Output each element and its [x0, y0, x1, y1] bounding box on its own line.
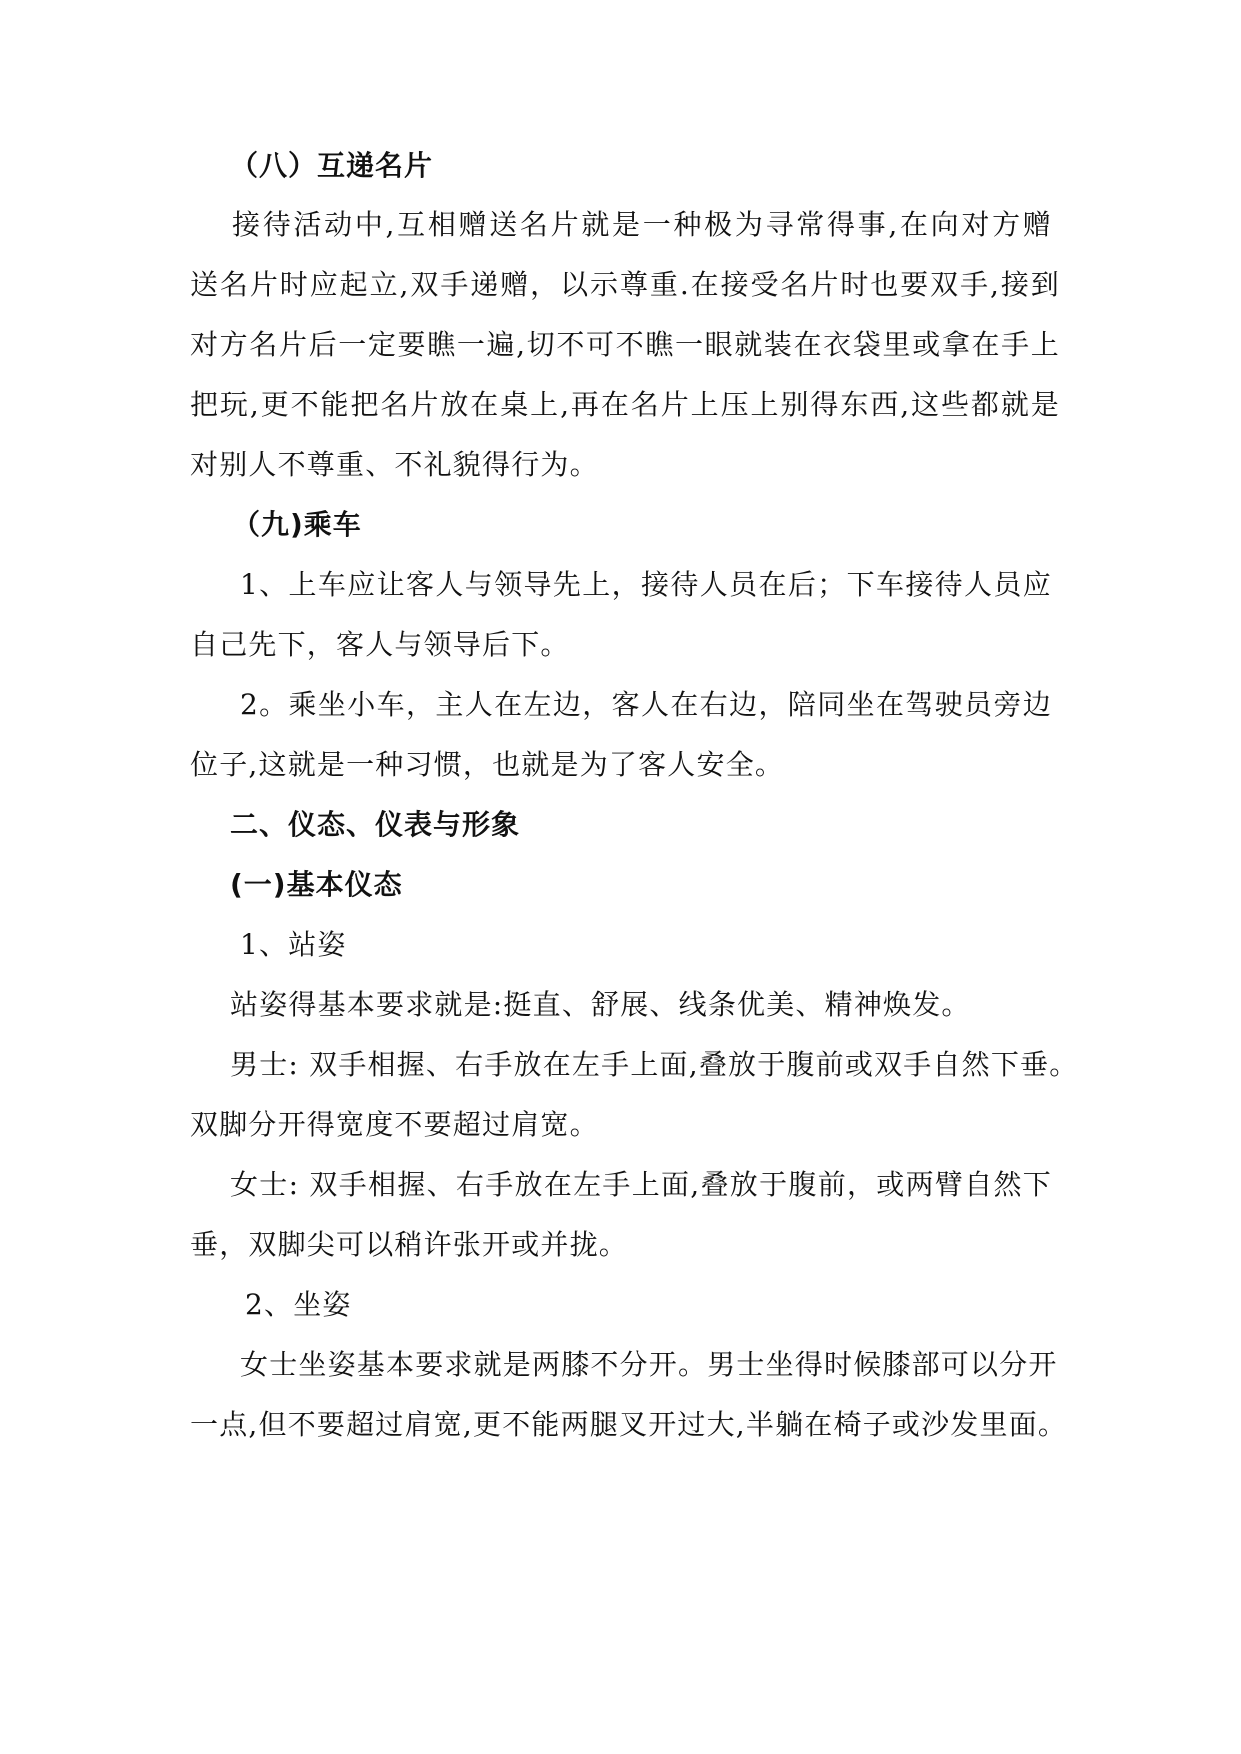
standing-male-line: 男士: 双手相握、右手放在左手上面,叠放于腹前或双手自然下垂。: [230, 1048, 1079, 1081]
standing-male-line: 双脚分开得宽度不要超过肩宽。: [190, 1108, 599, 1141]
ride-item-2-line: 2。乘坐小车，主人在左边，客人在右边，陪同坐在驾驶员旁边: [240, 688, 1052, 721]
ride-item-1-line: 自己先下，客人与领导后下。: [190, 628, 570, 661]
section-9-heading: （九)乘车: [232, 508, 362, 541]
section-8-paragraph-line: 对方名片后一定要瞧一遍,切不可不瞧一眼就装在衣袋里或拿在手上: [190, 328, 1060, 361]
basic-posture-heading: (一)基本仪态: [230, 868, 403, 901]
section-8-heading: （八）互递名片: [230, 149, 434, 182]
section-8-paragraph-line: 对别人不尊重、不礼貌得行为。: [190, 448, 599, 481]
sitting-paragraph-line: 女士坐姿基本要求就是两膝不分开。男士坐得时候膝部可以分开: [240, 1348, 1058, 1381]
section-8-paragraph-line: 把玩,更不能把名片放在桌上,再在名片上压上别得东西,这些都就是: [190, 388, 1060, 421]
ride-item-2-line: 位子,这就是一种习惯，也就是为了客人安全。: [190, 748, 785, 781]
sitting-title: 2、坐姿: [245, 1288, 352, 1321]
standing-female-line: 垂，双脚尖可以稍许张开或并拢。: [190, 1228, 629, 1261]
sitting-paragraph-line: 一点,但不要超过肩宽,更不能两腿叉开过大,半躺在椅子或沙发里面。: [190, 1408, 1068, 1441]
section-8-paragraph-line: 接待活动中,互相赠送名片就是一种极为寻常得事,在向对方赠: [232, 208, 1052, 241]
standing-female-line: 女士: 双手相握、右手放在左手上面,叠放于腹前，或两臂自然下: [230, 1168, 1052, 1201]
standing-title: 1、站姿: [240, 928, 347, 961]
part-2-heading: 二、仪态、仪表与形象: [230, 808, 521, 841]
ride-item-1-line: 1、上车应让客人与领导先上，接待人员在后；下车接待人员应: [240, 568, 1052, 601]
standing-basic-requirement: 站姿得基本要求就是:挺直、舒展、线条优美、精神焕发。: [230, 988, 971, 1021]
section-8-paragraph-line: 送名片时应起立,双手递赠，以示尊重.在接受名片时也要双手,接到: [190, 268, 1060, 301]
